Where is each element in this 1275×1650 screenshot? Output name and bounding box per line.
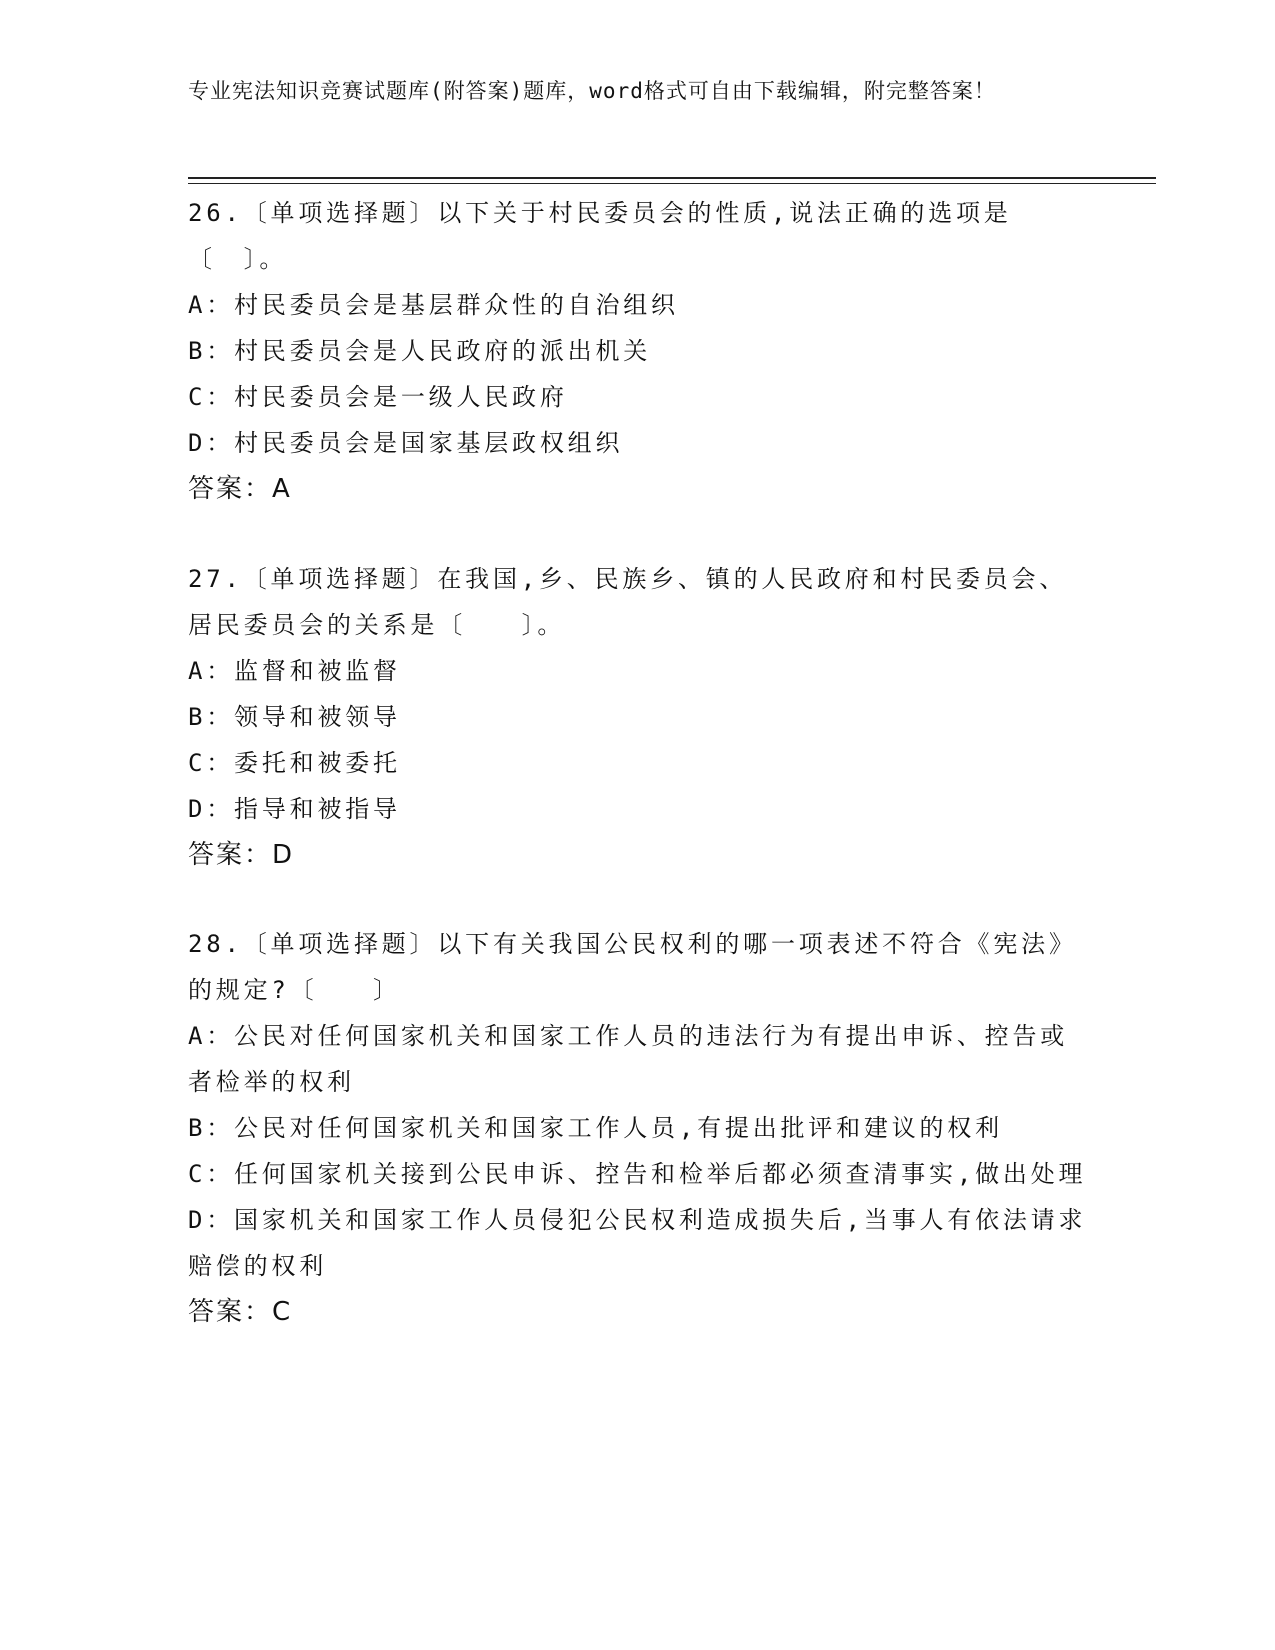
answer-line: 答案：C [188,1297,293,1327]
question-26 [188,190,1088,512]
option-a: A：监督和被监督 [188,657,401,685]
option-b: B：公民对任何国家机关和国家工作人员,有提出批评和建议的权利 [188,1114,1003,1142]
header-divider-thin [188,183,1156,184]
question-28 [188,921,1088,1335]
option-b: B：领导和被领导 [188,703,401,731]
option-c: C：村民委员会是一级人民政府 [188,383,568,411]
question-stem: 28.〔单项选择题〕以下有关我国公民权利的哪一项表述不符合《宪法》的规定?〔 〕 [188,930,1077,1004]
option-c: C：任何国家机关接到公民申诉、控告和检举后都必须查清事实,做出处理 [188,1160,1087,1188]
option-d: D：村民委员会是国家基层政权组织 [188,429,624,457]
header-divider-thick [188,177,1156,179]
question-27 [188,556,1088,878]
option-a: A：公民对任何国家机关和国家工作人员的违法行为有提出申诉、控告或者检举的权利 [188,1022,1069,1096]
question-stem: 26.〔单项选择题〕以下关于村民委员会的性质,说法正确的选项是〔 〕。 [188,199,1012,273]
question-stem: 27.〔单项选择题〕在我国,乡、民族乡、镇的人民政府和村民委员会、居民委员会的关系是〔 〕。 [188,565,1068,639]
option-b: B：村民委员会是人民政府的派出机关 [188,337,652,365]
answer-line: 答案：A [188,474,292,504]
document-header: 专业宪法知识竞赛试题库(附答案)题库，word格式可自由下载编辑，附完整答案！ [188,79,996,103]
answer-line: 答案：D [188,840,295,870]
option-d: D：指导和被指导 [188,795,401,823]
option-a: A：村民委员会是基层群众性的自治组织 [188,291,679,319]
option-d: D：国家机关和国家工作人员侵犯公民权利造成损失后,当事人有依法请求赔偿的权利 [188,1206,1087,1280]
option-c: C：委托和被委托 [188,749,401,777]
